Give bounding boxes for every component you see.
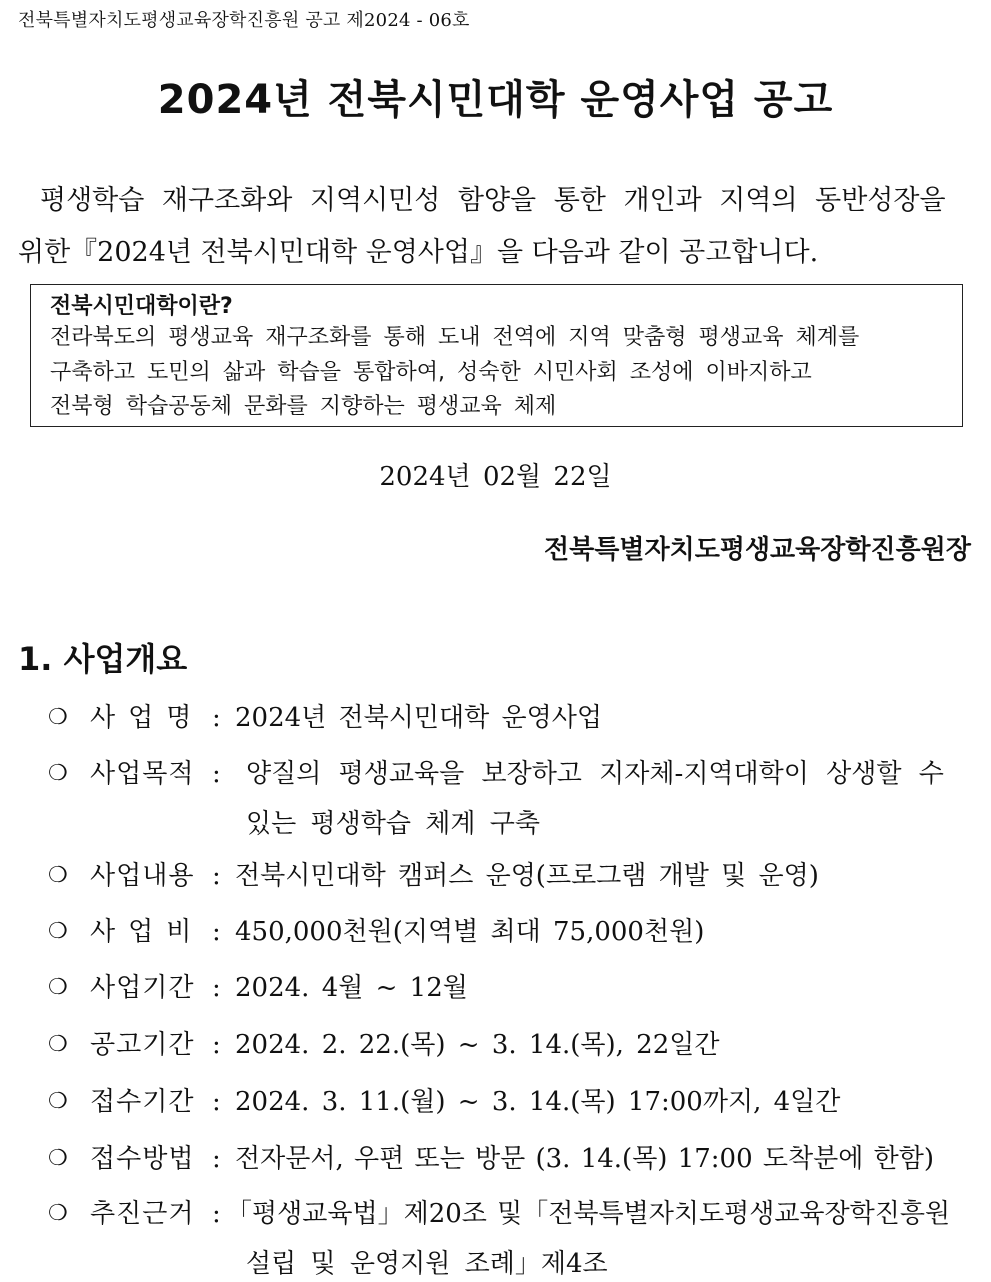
- item-colon: :: [212, 973, 221, 1003]
- item-value: 전북시민대학 캠퍼스 운영(프로그램 개발 및 운영): [235, 861, 819, 891]
- item-label: 사업목적: [90, 759, 195, 789]
- circle-bullet-icon: ❍: [48, 975, 68, 1000]
- item-colon: :: [212, 1030, 221, 1060]
- circle-bullet-icon: ❍: [48, 761, 68, 786]
- definition-box: [30, 284, 963, 427]
- item-colon: :: [212, 917, 221, 947]
- item-label: 사업내용: [90, 861, 195, 891]
- announcement-date: 2024년 02월 22일: [379, 462, 612, 492]
- item-label: 추진근거: [90, 1199, 195, 1229]
- intro-line-2: 위한『2024년 전북시민대학 운영사업』을 다음과 같이 공고합니다.: [18, 237, 819, 268]
- circle-bullet-icon: ❍: [48, 1146, 68, 1171]
- circle-bullet-icon: ❍: [48, 705, 68, 730]
- item-colon: :: [212, 759, 221, 789]
- page-title: 2024년 전북시민대학 운영사업 공고: [157, 77, 834, 123]
- issuer-signature: 전북특별자치도평생교육장학진흥원장: [544, 535, 971, 565]
- circle-bullet-icon: ❍: [48, 863, 68, 888]
- circle-bullet-icon: ❍: [48, 1032, 68, 1057]
- circle-bullet-icon: ❍: [48, 1201, 68, 1226]
- item-colon: :: [212, 861, 221, 891]
- definition-line: 전북형 학습공동체 문화를 지향하는 평생교육 체제: [50, 394, 557, 419]
- definition-line: 전라북도의 평생교육 재구조화를 통해 도내 전역에 지역 맞춤형 평생교육 체계를: [50, 325, 860, 350]
- definition-heading: 전북시민대학이란?: [50, 294, 233, 319]
- item-label: 공고기간: [90, 1030, 195, 1060]
- item-label: 접수기간: [90, 1087, 195, 1117]
- circle-bullet-icon: ❍: [48, 1089, 68, 1114]
- item-label: 사업명: [90, 703, 205, 733]
- item-value: 「평생교육법」제20조 및「전북특별자치도평생교육장학진흥원: [226, 1199, 951, 1229]
- item-value: 2024. 4월 ~ 12월: [235, 973, 468, 1003]
- item-value: 전자문서, 우편 또는 방문 (3. 14.(목) 17:00 도착분에 한함): [235, 1144, 935, 1174]
- circle-bullet-icon: ❍: [48, 919, 68, 944]
- document-number: 전북특별자치도평생교육장학진흥원 공고 제2024 - 06호: [18, 10, 470, 31]
- item-colon: :: [212, 1199, 221, 1229]
- item-value: 2024. 2. 22.(목) ~ 3. 14.(목), 22일간: [235, 1030, 720, 1060]
- item-colon: :: [212, 703, 221, 733]
- definition-line: 구축하고 도민의 삶과 학습을 통합하여, 성숙한 시민사회 조성에 이바지하고: [50, 360, 812, 385]
- item-value: 2024. 3. 11.(월) ~ 3. 14.(목) 17:00까지, 4일간: [235, 1087, 841, 1117]
- section-title: 1. 사업개요: [18, 640, 188, 678]
- item-colon: :: [212, 1087, 221, 1117]
- item-value: 2024년 전북시민대학 운영사업: [235, 703, 602, 733]
- item-value-continued: 있는 평생학습 체계 구축: [246, 809, 540, 839]
- item-value: 양질의 평생교육을 보장하고 지자체-지역대학이 상생할 수: [246, 759, 944, 789]
- item-value: 450,000천원(지역별 최대 75,000천원): [235, 917, 705, 947]
- intro-line-1: 평생학습 재구조화와 지역시민성 함양을 통한 개인과 지역의 동반성장을: [40, 185, 946, 216]
- item-label: 사업비: [90, 917, 205, 947]
- item-label: 접수방법: [90, 1144, 195, 1174]
- item-colon: :: [212, 1144, 221, 1174]
- item-value-continued: 설립 및 운영지원 조례」제4조: [246, 1249, 608, 1279]
- item-label: 사업기간: [90, 973, 195, 1003]
